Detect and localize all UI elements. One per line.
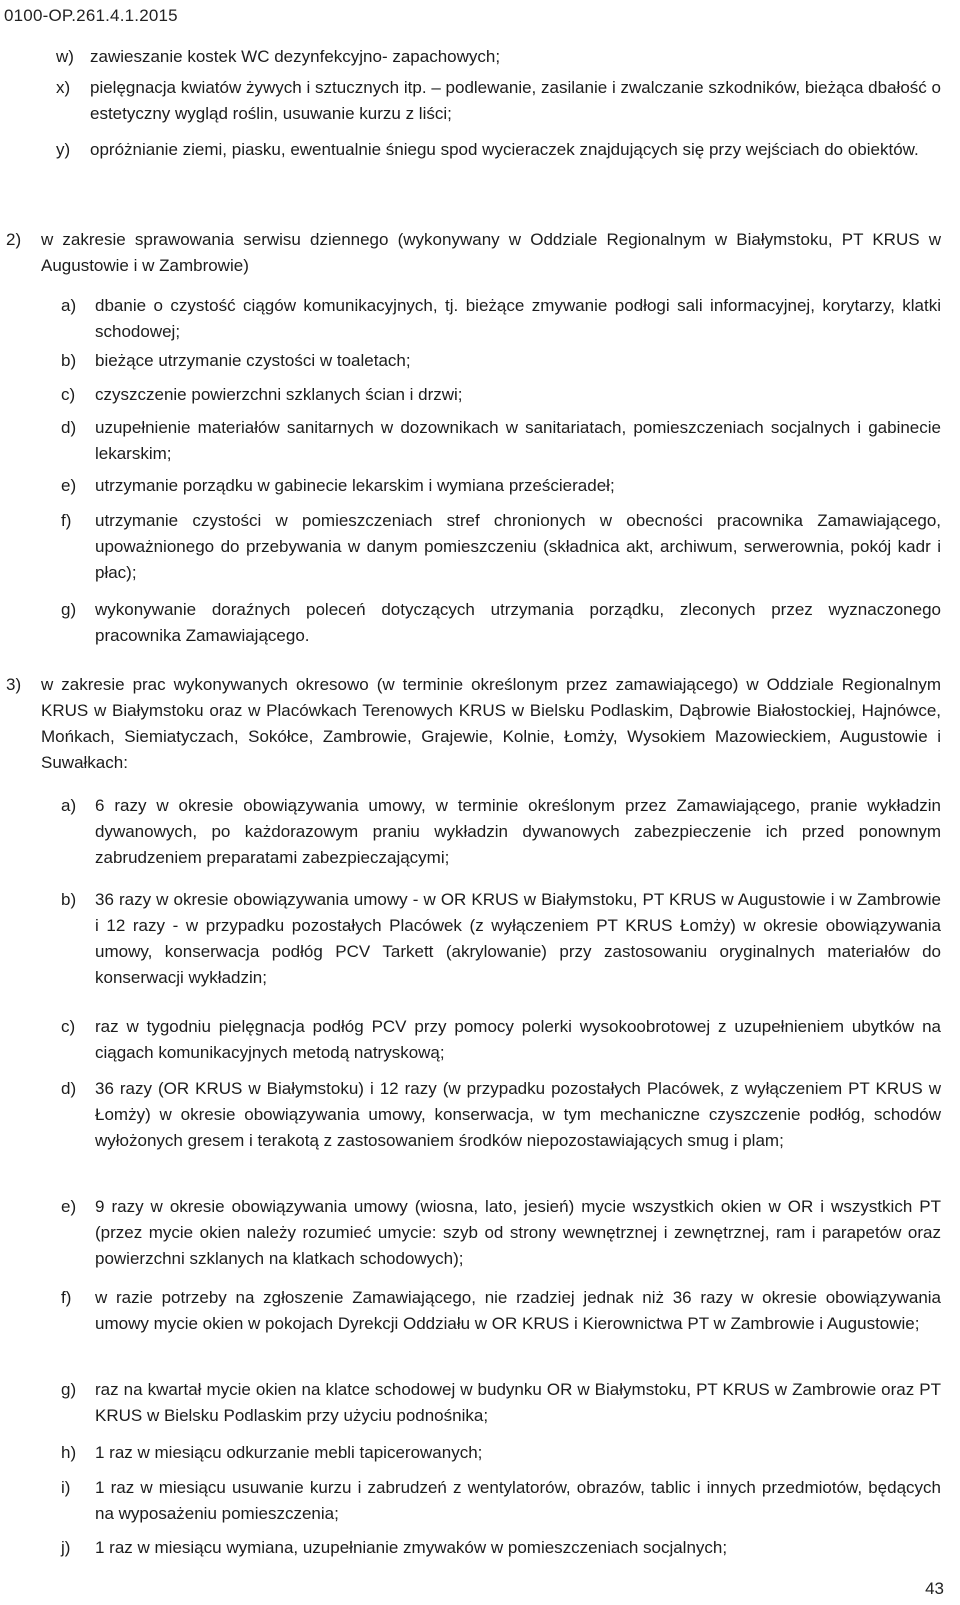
list-marker: b): [61, 351, 77, 370]
section-3-item-h: [61, 1440, 941, 1466]
list-item-text: utrzymanie porządku w gabinecie lekarskim i wymiana prześcieradeł;: [95, 476, 615, 495]
list-marker: a): [61, 296, 77, 315]
list-item-text: raz w tygodniu pielęgnacja podłóg PCV przy pomocy polerki wysokoobrotowej z uzupełnieniem ubytków na ciągach komunikacyjnych metodą natryskową;: [95, 1017, 941, 1062]
section-marker: 3): [6, 675, 22, 694]
section-2-item-e: [61, 473, 941, 499]
list-marker: f): [61, 511, 72, 530]
list-item-text: 9 razy w okresie obowiązywania umowy (wiosna, lato, jesień) mycie wszystkich okien w OR i wszystkich PT (przez mycie okien należy rozumieć umycie: szyb od strony wewnętrznej i zewnętrznej, ram i parapetów oraz powierzchni szklanych na klatkach schodowych);: [95, 1197, 941, 1268]
list-marker: h): [61, 1443, 77, 1462]
section-2-item-a: [61, 293, 941, 345]
list-item-y: [56, 137, 941, 163]
section-3-item-j: [61, 1535, 941, 1561]
list-marker: g): [61, 600, 77, 619]
list-marker: e): [61, 476, 77, 495]
list-marker: w): [56, 47, 74, 66]
list-marker: c): [61, 385, 76, 404]
list-marker: d): [61, 418, 77, 437]
list-marker: c): [61, 1017, 76, 1036]
list-marker: j): [61, 1538, 71, 1557]
section-3-item-d: [61, 1076, 941, 1154]
list-marker: f): [61, 1288, 72, 1307]
list-item-text: 36 razy w okresie obowiązywania umowy - w OR KRUS w Białymstoku, PT KRUS w Augustowie i w Zambrowie i 12 razy - w przypadku pozostałych Placówek (z wyłączeniem PT KRUS Łomży) w okresie obowiązywania umowy, konserwacja podłóg PCV Tarkett (akrylowanie) przy zastosowaniu oryginalnych materiałów do konserwacji wykładzin;: [95, 890, 941, 987]
section-marker: 2): [6, 230, 22, 249]
list-item-text: zawieszanie kostek WC dezynfekcyjno- zapachowych;: [90, 47, 501, 66]
list-marker: x): [56, 78, 71, 97]
section-3-item-f: [61, 1285, 941, 1337]
page-number: 43: [925, 1579, 944, 1598]
list-item-text: bieżące utrzymanie czystości w toaletach;: [95, 351, 411, 370]
list-marker: e): [61, 1197, 77, 1216]
list-marker: i): [61, 1478, 71, 1497]
section-2: [6, 227, 941, 279]
section-2-item-c: [61, 382, 941, 408]
section-3-item-e: [61, 1194, 941, 1272]
section-2-item-b: [61, 348, 941, 374]
section-2-item-g: [61, 597, 941, 649]
document-reference: 0100-OP.261.4.1.2015: [4, 6, 178, 25]
list-item-x: [56, 75, 941, 127]
list-item-w: [56, 44, 941, 70]
list-item-text: utrzymanie czystości w pomieszczeniach stref chronionych w obecności pracownika Zamawiającego, upoważnionego do przebywania w danym pomieszczeniu (składnica akt, archiwum, serwerownia, pokój kadr i płac);: [95, 511, 941, 582]
list-item-text: dbanie o czystość ciągów komunikacyjnych, tj. bieżące zmywanie podłogi sali informacyjnej, korytarzy, klatki schodowej;: [95, 296, 941, 341]
section-3: [6, 672, 941, 776]
list-marker: d): [61, 1079, 77, 1098]
list-marker: b): [61, 890, 77, 909]
list-marker: a): [61, 796, 77, 815]
list-item-text: 1 raz w miesiącu usuwanie kurzu i zabrudzeń z wentylatorów, obrazów, tablic i innych przedmiotów, będących na wyposażeniu pomieszczenia;: [95, 1478, 941, 1523]
section-3-item-g: [61, 1377, 941, 1429]
list-item-text: 1 raz w miesiącu odkurzanie mebli tapicerowanych;: [95, 1443, 483, 1462]
section-3-item-i: [61, 1475, 941, 1527]
list-marker: g): [61, 1380, 77, 1399]
section-3-item-a: [61, 793, 941, 871]
list-item-text: w razie potrzeby na zgłoszenie Zamawiającego, nie rzadziej jednak niż 36 razy w okresie obowiązywania umowy mycie okien w pokojach Dyrekcji Oddziału w OR KRUS i Kierownictwa PT w Zambrowie i Augustowie;: [95, 1288, 941, 1333]
list-item-text: czyszczenie powierzchni szklanych ścian i drzwi;: [95, 385, 463, 404]
section-3-item-c: [61, 1014, 941, 1066]
list-item-text: uzupełnienie materiałów sanitarnych w dozownikach w sanitariatach, pomieszczeniach socjalnych i gabinecie lekarskim;: [95, 418, 941, 463]
list-item-text: pielęgnacja kwiatów żywych i sztucznych itp. – podlewanie, zasilanie i zwalczanie szkodników, bieżąca dbałość o estetyczny wygląd roślin, usuwanie kurzu z liści;: [90, 78, 941, 123]
section-2-item-d: [61, 415, 941, 467]
list-item-text: wykonywanie doraźnych poleceń dotyczących utrzymania porządku, zleconych przez wyznaczonego pracownika Zamawiającego.: [95, 600, 941, 645]
section-3-text: w zakresie prac wykonywanych okresowo (w terminie określonym przez zamawiającego) w Oddziale Regionalnym KRUS w Białymstoku oraz w Placówkach Terenowych KRUS w Bielsku Podlaskim, Dąbrowie Białostockiej, Hajnówce, Mońkach, Siemiatyczach, Sokółce, Zambrowie, Grajewie, Kolnie, Łomży, Wysokiem Mazowieckiem, Augustowie i Suwałkach:: [41, 675, 941, 772]
list-marker: y): [56, 140, 71, 159]
list-item-text: opróżnianie ziemi, piasku, ewentualnie śniegu spod wycieraczek znajdujących się przy wejściach do obiektów.: [90, 140, 919, 159]
section-2-item-f: [61, 508, 941, 586]
list-item-text: 36 razy (OR KRUS w Białymstoku) i 12 razy (w przypadku pozostałych Placówek, z wyłączeniem PT KRUS w Łomży) w okresie obowiązywania umowy, konserwacja, w tym mechaniczne czyszczenie podłóg, schodów wyłożonych gresem i terakotą z zastosowaniem środków niepozostawiających smug i plam;: [95, 1079, 941, 1150]
section-2-text: w zakresie sprawowania serwisu dziennego (wykonywany w Oddziale Regionalnym w Białymstoku, PT KRUS w Augustowie i w Zambrowie): [41, 230, 941, 275]
section-3-item-b: [61, 887, 941, 991]
list-item-text: raz na kwartał mycie okien na klatce schodowej w budynku OR w Białymstoku, PT KRUS w Zambrowie oraz PT KRUS w Bielsku Podlaskim przy użyciu podnośnika;: [95, 1380, 941, 1425]
list-item-text: 6 razy w okresie obowiązywania umowy, w terminie określonym przez Zamawiającego, pranie wykładzin dywanowych, po każdorazowym praniu wykładzin dywanowych zabezpieczenie ich przed ponownym zabrudzeniem preparatami zabezpieczającymi;: [95, 796, 941, 867]
list-item-text: 1 raz w miesiącu wymiana, uzupełnianie zmywaków w pomieszczeniach socjalnych;: [95, 1538, 728, 1557]
